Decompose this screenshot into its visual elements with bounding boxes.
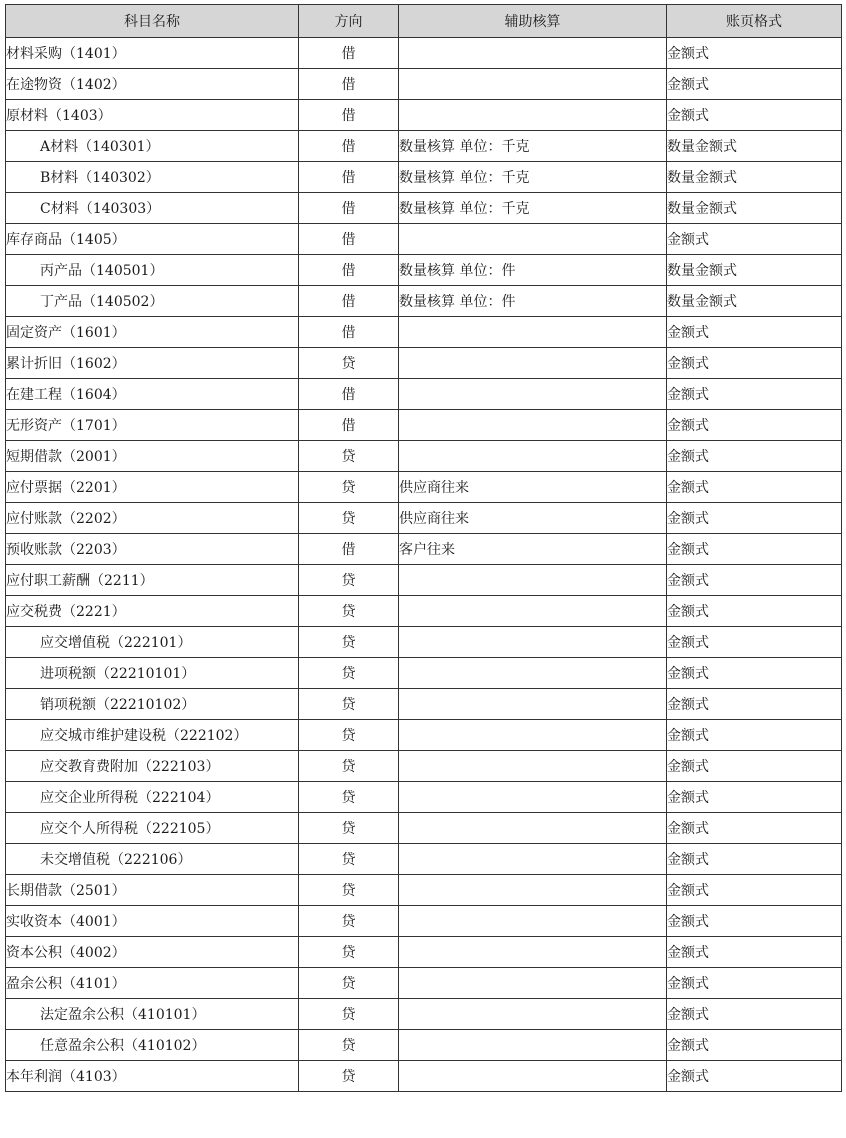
account-name-cell: 丁产品（140502） — [6, 286, 299, 317]
header-row — [6, 5, 842, 38]
auxiliary-cell — [399, 751, 667, 782]
auxiliary-cell — [399, 689, 667, 720]
auxiliary-cell — [399, 317, 667, 348]
table-row — [6, 441, 842, 472]
account-name-cell: 无形资产（1701） — [6, 410, 299, 441]
ledger-format-cell: 金额式 — [667, 69, 842, 100]
table-row — [6, 503, 842, 534]
table-row — [6, 782, 842, 813]
auxiliary-cell: 数量核算 单位：件 — [399, 255, 667, 286]
table-row — [6, 131, 842, 162]
direction-cell: 借 — [299, 224, 399, 255]
auxiliary-cell — [399, 937, 667, 968]
table-row — [6, 813, 842, 844]
ledger-format-cell: 金额式 — [667, 379, 842, 410]
auxiliary-cell — [399, 224, 667, 255]
auxiliary-cell — [399, 441, 667, 472]
direction-cell: 贷 — [299, 1030, 399, 1061]
ledger-format-cell: 金额式 — [667, 782, 842, 813]
direction-cell: 贷 — [299, 875, 399, 906]
account-name-cell: 应交教育费附加（222103） — [6, 751, 299, 782]
direction-cell: 借 — [299, 69, 399, 100]
ledger-format-cell: 金额式 — [667, 565, 842, 596]
ledger-format-cell: 金额式 — [667, 100, 842, 131]
account-name-cell: 应交税费（2221） — [6, 596, 299, 627]
table-row — [6, 720, 842, 751]
ledger-format-cell: 金额式 — [667, 720, 842, 751]
direction-cell: 借 — [299, 379, 399, 410]
table-row — [6, 286, 842, 317]
table-row — [6, 968, 842, 999]
ledger-format-cell: 金额式 — [667, 813, 842, 844]
account-name-cell: 应付账款（2202） — [6, 503, 299, 534]
table-row — [6, 844, 842, 875]
direction-cell: 借 — [299, 100, 399, 131]
auxiliary-cell — [399, 844, 667, 875]
direction-cell: 贷 — [299, 844, 399, 875]
table-row — [6, 69, 842, 100]
account-name-cell: 应交城市维护建设税（222102） — [6, 720, 299, 751]
direction-cell: 贷 — [299, 472, 399, 503]
account-name-cell: 在途物资（1402） — [6, 69, 299, 100]
table-row — [6, 906, 842, 937]
ledger-format-cell: 金额式 — [667, 503, 842, 534]
table-row — [6, 999, 842, 1030]
ledger-format-cell: 金额式 — [667, 38, 842, 69]
header-direction: 方向 — [299, 5, 399, 38]
auxiliary-cell — [399, 596, 667, 627]
direction-cell: 贷 — [299, 751, 399, 782]
direction-cell: 贷 — [299, 689, 399, 720]
direction-cell: 借 — [299, 131, 399, 162]
auxiliary-cell — [399, 658, 667, 689]
direction-cell: 贷 — [299, 720, 399, 751]
ledger-format-cell: 金额式 — [667, 906, 842, 937]
header-account-name: 科目名称 — [6, 5, 299, 38]
table-row — [6, 38, 842, 69]
table-row — [6, 658, 842, 689]
table-header — [6, 5, 842, 38]
auxiliary-cell — [399, 875, 667, 906]
account-name-cell: A材料（140301） — [6, 131, 299, 162]
ledger-format-cell: 数量金额式 — [667, 131, 842, 162]
ledger-format-cell: 金额式 — [667, 844, 842, 875]
auxiliary-cell: 数量核算 单位：千克 — [399, 162, 667, 193]
auxiliary-cell — [399, 720, 667, 751]
table-row — [6, 348, 842, 379]
table-row — [6, 627, 842, 658]
direction-cell: 借 — [299, 255, 399, 286]
ledger-format-cell: 金额式 — [667, 937, 842, 968]
ledger-format-cell: 数量金额式 — [667, 162, 842, 193]
account-table — [5, 4, 842, 1092]
table-row — [6, 1030, 842, 1061]
account-name-cell: 材料采购（1401） — [6, 38, 299, 69]
direction-cell: 贷 — [299, 627, 399, 658]
account-name-cell: 实收资本（4001） — [6, 906, 299, 937]
direction-cell: 贷 — [299, 441, 399, 472]
table-row — [6, 193, 842, 224]
direction-cell: 借 — [299, 162, 399, 193]
table-row — [6, 224, 842, 255]
ledger-format-cell: 数量金额式 — [667, 255, 842, 286]
account-name-cell: 销项税额（22210102） — [6, 689, 299, 720]
table-row — [6, 379, 842, 410]
direction-cell: 贷 — [299, 813, 399, 844]
direction-cell: 借 — [299, 410, 399, 441]
table-row — [6, 596, 842, 627]
table-row — [6, 565, 842, 596]
direction-cell: 贷 — [299, 906, 399, 937]
direction-cell: 贷 — [299, 565, 399, 596]
direction-cell: 贷 — [299, 968, 399, 999]
ledger-format-cell: 金额式 — [667, 627, 842, 658]
account-name-cell: 预收账款（2203） — [6, 534, 299, 565]
auxiliary-cell — [399, 627, 667, 658]
auxiliary-cell: 供应商往来 — [399, 503, 667, 534]
account-name-cell: 应付职工薪酬（2211） — [6, 565, 299, 596]
table-row — [6, 689, 842, 720]
account-name-cell: C材料（140303） — [6, 193, 299, 224]
account-name-cell: 应付票据（2201） — [6, 472, 299, 503]
account-name-cell: 盈余公积（4101） — [6, 968, 299, 999]
table-row — [6, 410, 842, 441]
header-ledger-format: 账页格式 — [667, 5, 842, 38]
ledger-format-cell: 金额式 — [667, 968, 842, 999]
table-row — [6, 472, 842, 503]
direction-cell: 贷 — [299, 658, 399, 689]
account-name-cell: 固定资产（1601） — [6, 317, 299, 348]
auxiliary-cell: 数量核算 单位：千克 — [399, 131, 667, 162]
ledger-format-cell: 金额式 — [667, 472, 842, 503]
account-name-cell: 在建工程（1604） — [6, 379, 299, 410]
account-name-cell: 资本公积（4002） — [6, 937, 299, 968]
direction-cell: 贷 — [299, 1061, 399, 1092]
auxiliary-cell — [399, 999, 667, 1030]
direction-cell: 借 — [299, 534, 399, 565]
ledger-format-cell: 金额式 — [667, 441, 842, 472]
auxiliary-cell — [399, 410, 667, 441]
direction-cell: 贷 — [299, 348, 399, 379]
table-body — [6, 38, 842, 1092]
direction-cell: 贷 — [299, 782, 399, 813]
account-name-cell: 应交增值税（222101） — [6, 627, 299, 658]
ledger-format-cell: 金额式 — [667, 658, 842, 689]
table-row — [6, 937, 842, 968]
ledger-format-cell: 金额式 — [667, 689, 842, 720]
ledger-format-cell: 金额式 — [667, 224, 842, 255]
table-row — [6, 162, 842, 193]
direction-cell: 借 — [299, 286, 399, 317]
auxiliary-cell: 供应商往来 — [399, 472, 667, 503]
table-row — [6, 317, 842, 348]
auxiliary-cell — [399, 69, 667, 100]
table-row — [6, 534, 842, 565]
auxiliary-cell — [399, 906, 667, 937]
direction-cell: 借 — [299, 38, 399, 69]
direction-cell: 贷 — [299, 503, 399, 534]
account-name-cell: 丙产品（140501） — [6, 255, 299, 286]
direction-cell: 借 — [299, 317, 399, 348]
table-row — [6, 751, 842, 782]
ledger-format-cell: 金额式 — [667, 317, 842, 348]
auxiliary-cell — [399, 813, 667, 844]
auxiliary-cell — [399, 1061, 667, 1092]
ledger-format-cell: 金额式 — [667, 1030, 842, 1061]
account-name-cell: B材料（140302） — [6, 162, 299, 193]
table-row — [6, 100, 842, 131]
ledger-format-cell: 数量金额式 — [667, 286, 842, 317]
auxiliary-cell — [399, 1030, 667, 1061]
account-name-cell: 应交企业所得税（222104） — [6, 782, 299, 813]
ledger-format-cell: 金额式 — [667, 348, 842, 379]
ledger-format-cell: 金额式 — [667, 534, 842, 565]
account-name-cell: 原材料（1403） — [6, 100, 299, 131]
auxiliary-cell: 客户往来 — [399, 534, 667, 565]
account-name-cell: 短期借款（2001） — [6, 441, 299, 472]
account-name-cell: 未交增值税（222106） — [6, 844, 299, 875]
account-name-cell: 任意盈余公积（410102） — [6, 1030, 299, 1061]
direction-cell: 贷 — [299, 999, 399, 1030]
auxiliary-cell: 数量核算 单位：千克 — [399, 193, 667, 224]
account-name-cell: 法定盈余公积（410101） — [6, 999, 299, 1030]
table-row — [6, 255, 842, 286]
auxiliary-cell — [399, 379, 667, 410]
ledger-format-cell: 数量金额式 — [667, 193, 842, 224]
ledger-format-cell: 金额式 — [667, 751, 842, 782]
ledger-format-cell: 金额式 — [667, 999, 842, 1030]
ledger-format-cell: 金额式 — [667, 596, 842, 627]
direction-cell: 借 — [299, 193, 399, 224]
auxiliary-cell — [399, 565, 667, 596]
account-name-cell: 进项税额（22210101） — [6, 658, 299, 689]
auxiliary-cell — [399, 968, 667, 999]
account-name-cell: 累计折旧（1602） — [6, 348, 299, 379]
auxiliary-cell — [399, 100, 667, 131]
table-row — [6, 1061, 842, 1092]
direction-cell: 贷 — [299, 937, 399, 968]
auxiliary-cell — [399, 38, 667, 69]
auxiliary-cell: 数量核算 单位：件 — [399, 286, 667, 317]
ledger-format-cell: 金额式 — [667, 1061, 842, 1092]
account-name-cell: 应交个人所得税（222105） — [6, 813, 299, 844]
auxiliary-cell — [399, 782, 667, 813]
account-name-cell: 本年利润（4103） — [6, 1061, 299, 1092]
auxiliary-cell — [399, 348, 667, 379]
ledger-format-cell: 金额式 — [667, 410, 842, 441]
ledger-format-cell: 金额式 — [667, 875, 842, 906]
account-name-cell: 库存商品（1405） — [6, 224, 299, 255]
account-name-cell: 长期借款（2501） — [6, 875, 299, 906]
direction-cell: 贷 — [299, 596, 399, 627]
header-auxiliary: 辅助核算 — [399, 5, 667, 38]
table-row — [6, 875, 842, 906]
